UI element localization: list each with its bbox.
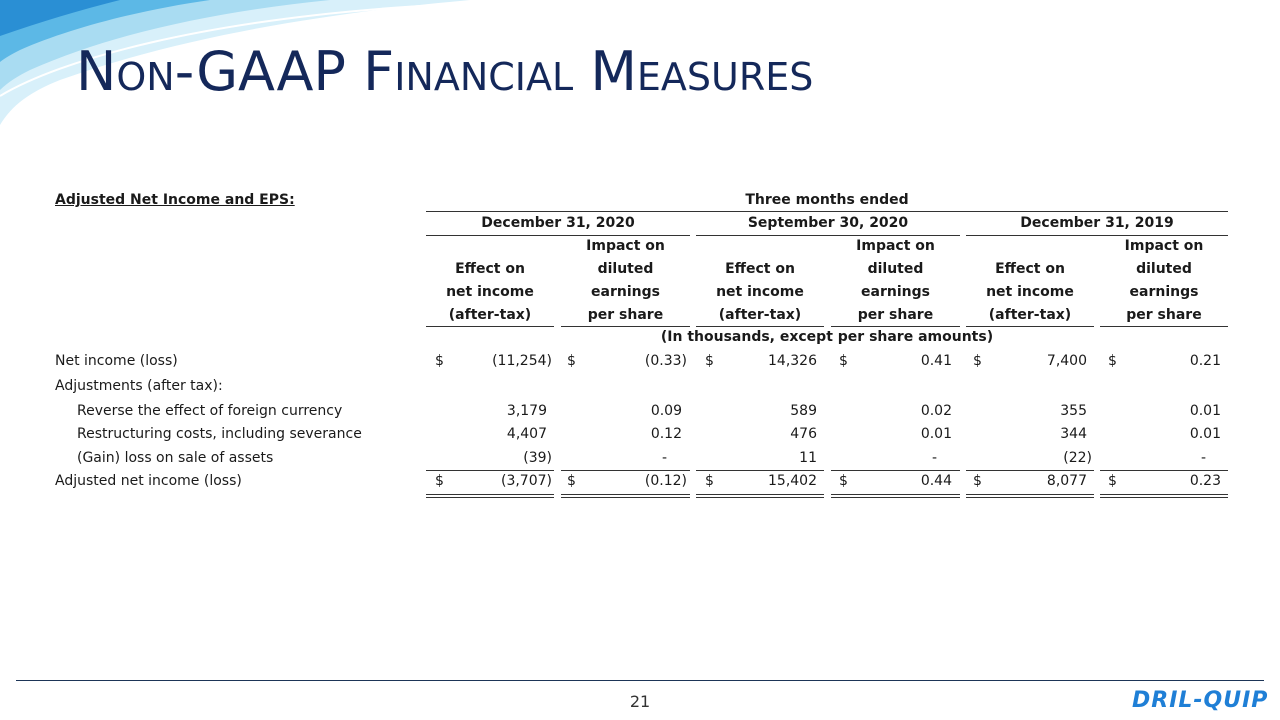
cell-value: (11,254)	[492, 353, 552, 369]
cell-value: (39)	[523, 450, 552, 466]
subtotal-rule	[426, 470, 554, 471]
column-rule	[831, 326, 960, 327]
subtotal-rule	[1100, 470, 1228, 471]
total-double-rule	[426, 494, 554, 498]
currency-symbol: $	[839, 473, 848, 489]
currency-symbol: $	[567, 353, 576, 369]
currency-symbol: $	[567, 473, 576, 489]
col-impact-label: diluted	[597, 261, 654, 277]
row-label: Net income (loss)	[55, 353, 178, 369]
col-effect-label: net income	[716, 284, 804, 300]
cell-value: (0.33)	[644, 353, 687, 369]
subtotal-rule	[831, 470, 960, 471]
total-double-rule	[696, 494, 824, 498]
cell-value: 0.21	[1189, 353, 1221, 369]
cell-value: 0.01	[1189, 426, 1221, 442]
col-effect-label: (after-tax)	[718, 307, 802, 323]
company-logo: DRIL-QUIP	[1132, 688, 1269, 713]
cell-value: 3,179	[506, 403, 547, 419]
col-impact-label: per share	[587, 307, 664, 323]
cell-value: 0.02	[920, 403, 952, 419]
col-effect-label: (after-tax)	[448, 307, 532, 323]
currency-symbol: $	[973, 473, 982, 489]
total-double-rule	[831, 494, 960, 498]
page-title: Non-GAAP Financial Measures	[76, 40, 814, 103]
cell-value: -	[661, 450, 667, 466]
period-dec-2019: December 31, 2019	[1020, 215, 1174, 231]
col-impact-label: earnings	[1129, 284, 1199, 300]
column-rule	[561, 326, 690, 327]
column-rule	[966, 326, 1094, 327]
section-label: Adjusted Net Income and EPS:	[55, 192, 295, 208]
currency-symbol: $	[435, 353, 444, 369]
col-effect-label: Effect on	[995, 261, 1065, 277]
cell-value: 0.09	[650, 403, 682, 419]
currency-symbol: $	[1108, 473, 1117, 489]
cell-value: 344	[1060, 426, 1087, 442]
row-label: Adjustments (after tax):	[55, 378, 223, 394]
cell-value: 589	[790, 403, 817, 419]
col-impact-label: Impact on	[856, 238, 935, 254]
cell-value: 14,326	[768, 353, 817, 369]
subtotal-rule	[561, 470, 690, 471]
col-impact-label: diluted	[1136, 261, 1192, 277]
subtotal-rule	[966, 470, 1094, 471]
col-impact-label: earnings	[591, 284, 660, 300]
period-rule	[426, 235, 690, 236]
col-impact-label: Impact on	[586, 238, 665, 254]
total-double-rule	[561, 494, 690, 498]
currency-symbol: $	[1108, 353, 1117, 369]
subtotal-rule	[696, 470, 824, 471]
units-note: (In thousands, except per share amounts)	[660, 329, 994, 345]
cell-value: 0.01	[920, 426, 952, 442]
column-rule	[426, 326, 554, 327]
currency-symbol: $	[839, 353, 848, 369]
cell-value: 0.41	[920, 353, 952, 369]
col-effect-label: (after-tax)	[988, 307, 1072, 323]
cell-value: 11	[799, 450, 817, 466]
row-label: (Gain) loss on sale of assets	[77, 450, 274, 466]
period-header-rule	[426, 211, 1228, 212]
col-effect-label: net income	[986, 284, 1074, 300]
col-impact-label: diluted	[867, 261, 924, 277]
period-rule	[966, 235, 1228, 236]
cell-value: 0.01	[1189, 403, 1221, 419]
period-rule	[696, 235, 960, 236]
cell-value: -	[1200, 450, 1206, 466]
col-effect-label: Effect on	[455, 261, 525, 277]
period-dec-2020: December 31, 2020	[481, 215, 635, 231]
page-number: 21	[629, 692, 651, 711]
cell-value: 0.23	[1189, 473, 1221, 489]
cell-value: (3,707)	[500, 473, 552, 489]
cell-value: -	[931, 450, 937, 466]
row-label: Reverse the effect of foreign currency	[77, 403, 343, 419]
cell-value: 355	[1060, 403, 1087, 419]
cell-value: 15,402	[768, 473, 817, 489]
total-double-rule	[966, 494, 1094, 498]
cell-value: (0.12)	[644, 473, 687, 489]
period-header: Three months ended	[745, 192, 909, 208]
period-sep-2020: September 30, 2020	[747, 215, 909, 231]
currency-symbol: $	[435, 473, 444, 489]
cell-value: 0.12	[650, 426, 682, 442]
cell-value: 0.44	[920, 473, 952, 489]
footer-rule	[16, 680, 1264, 681]
cell-value: 4,407	[506, 426, 547, 442]
cell-value: 8,077	[1046, 473, 1087, 489]
row-label: Adjusted net income (loss)	[55, 473, 242, 489]
col-effect-label: net income	[446, 284, 534, 300]
cell-value: 7,400	[1046, 353, 1087, 369]
col-impact-label: earnings	[861, 284, 930, 300]
currency-symbol: $	[705, 353, 714, 369]
currency-symbol: $	[973, 353, 982, 369]
column-rule	[1100, 326, 1228, 327]
col-impact-label: per share	[1126, 307, 1202, 323]
total-double-rule	[1100, 494, 1228, 498]
currency-symbol: $	[705, 473, 714, 489]
row-label: Restructuring costs, including severance	[77, 426, 362, 442]
column-rule	[696, 326, 824, 327]
col-impact-label: per share	[857, 307, 934, 323]
cell-value: 476	[790, 426, 817, 442]
col-impact-label: Impact on	[1124, 238, 1204, 254]
col-effect-label: Effect on	[725, 261, 795, 277]
cell-value: (22)	[1063, 450, 1092, 466]
